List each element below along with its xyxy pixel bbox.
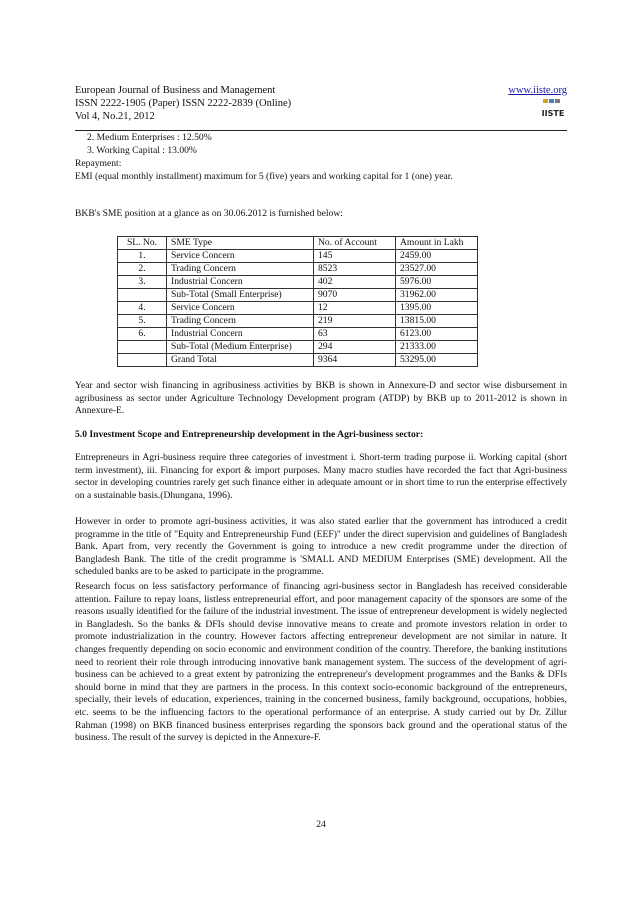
table-row: [118, 263, 478, 276]
table-cell: 4.: [118, 302, 167, 315]
iiste-logo: [541, 98, 565, 120]
body-paragraph: Entrepreneurs in Agri-business require three categories of investment i. Short-term trading purpose ii. Working capital (short term investment), iii. Financing for export & import purposes. Many macro studies have recorded the fact that Agri-business sector in developing countries rarely get such finance either in adequate amount or in short time to run the enterprise effectively on a sustainable basis.(Dhungana, 1996).: [75, 452, 567, 501]
table-cell: 219: [314, 315, 396, 328]
table-cell: 12: [314, 302, 396, 315]
table-cell: 9364: [314, 354, 396, 367]
table-intro: BKB's SME position at a glance as on 30.06.2012 is furnished below:: [75, 208, 343, 219]
table-cell: Grand Total: [167, 354, 314, 367]
table-cell: [118, 341, 167, 354]
table-row: [118, 276, 478, 289]
table-row: [118, 328, 478, 341]
table-cell: 21333.00: [396, 341, 478, 354]
table-header-row: [118, 237, 478, 250]
paper-page: [75, 84, 567, 830]
col-header-sl: SL. No.: [118, 237, 167, 250]
journal-url-link[interactable]: www.iiste.org: [508, 85, 567, 96]
table-row: [118, 289, 478, 302]
logo-lettering: IISTE: [541, 109, 565, 118]
annexure-paragraph: Year and sector wish financing in agribusiness activities by BKB is shown in Annexure-D and sector wise disbursement in agribusiness as sector under Agriculture Technology Development program (ATDP) by BKB up to 2011-2012 is shown in Annexure-E.: [75, 380, 567, 417]
table-cell: 2.: [118, 263, 167, 276]
rate-list-item: 2. Medium Enterprises : 12.50%: [87, 132, 212, 143]
body-paragraph: However in order to promote agri-business activities, it was also stated earlier that the government has introduced a credit programme in the title of "Equity and Entrepreneurship Fund (EEF)" under the direct supervision and guidelines of Bangladesh Bank. Apart from, very recently the Government is going to introduce a new credit programme under the direction of Bangladesh Bank. The title of the credit programme is 'SMALL AND MEDIUM Enterprises (SME) development. All the scheduled banks are to be asked to participate in the programme.: [75, 516, 567, 578]
journal-issn: ISSN 2222-1905 (Paper) ISSN 2222-2839 (Online): [75, 98, 292, 109]
section-heading: 5.0 Investment Scope and Entrepreneurship development in the Agri-business sector:: [75, 429, 424, 440]
table-cell: 8523: [314, 263, 396, 276]
table-row: [118, 315, 478, 328]
table-row: [118, 341, 478, 354]
table-cell: 31962.00: [396, 289, 478, 302]
col-header-amount: Amount in Lakh: [396, 237, 478, 250]
table-cell: [118, 354, 167, 367]
repayment-text: EMI (equal monthly installment) maximum for 5 (five) years and working capital for 1 (one) year.: [75, 171, 453, 182]
table-cell: 1.: [118, 250, 167, 263]
table-row: [118, 354, 478, 367]
table-cell: 13815.00: [396, 315, 478, 328]
table-cell: 23527.00: [396, 263, 478, 276]
table-cell: 63: [314, 328, 396, 341]
table-cell: 6.: [118, 328, 167, 341]
journal-title: European Journal of Business and Management: [75, 85, 276, 96]
repayment-label: Repayment:: [75, 158, 122, 169]
table-cell: Industrial Concern: [167, 328, 314, 341]
table-cell: Service Concern: [167, 302, 314, 315]
col-header-type: SME Type: [167, 237, 314, 250]
sme-position-table: [117, 236, 478, 367]
table-cell: 5976.00: [396, 276, 478, 289]
page-number: 24: [316, 819, 326, 830]
table-cell: Industrial Concern: [167, 276, 314, 289]
journal-header: [75, 84, 567, 123]
table-cell: Trading Concern: [167, 263, 314, 276]
table-cell: 2459.00: [396, 250, 478, 263]
table-cell: Sub-Total (Small Enterprise): [167, 289, 314, 302]
table-cell: 9070: [314, 289, 396, 302]
table-cell: 5.: [118, 315, 167, 328]
table-cell: 294: [314, 341, 396, 354]
table-cell: 145: [314, 250, 396, 263]
col-header-accounts: No. of Account: [314, 237, 396, 250]
table-cell: Service Concern: [167, 250, 314, 263]
table-cell: 53295.00: [396, 354, 478, 367]
table-cell: [118, 289, 167, 302]
table-cell: 402: [314, 276, 396, 289]
rate-list-item: 3. Working Capital : 13.00%: [87, 145, 197, 156]
table-row: [118, 250, 478, 263]
table-cell: Trading Concern: [167, 315, 314, 328]
table-cell: 1395.00: [396, 302, 478, 315]
body-paragraph: Research focus on less satisfactory performance of financing agri-business sector in Bangladesh has received considerable attention. Failure to repay loans, listless entrepreneurial effort, and poor management capacity of the sponsors are some of the reasons usually identified for the failure of the industrial investment. The issue of entrepreneur development is widely neglected in Bangladesh. So the banks & DFIs should devise innovative means to create and promote investors relation in order to promote industrialization in the country. However factors affecting entrepreneur development are not similar in nature. It changes frequently depending on socio economic and environment condition of the country. Therefore, the banking institutions need to reorient their role through introducing innovative bank management system. The success of the development of agri-business can be achieved to a great extent by patronizing the entrepreneur's development programmes and the Banks & DFIs should borne in mind that they are partners in the process. In this context socio-economic background of the entrepreneurs, specially, their levels of education, experiences, training in the concerned business, family background, occupations, hobbies, etc. seems to be the influencing factors to the operational performance of an enterprise. A study carried out by Dr. Zillur Rahman (1998) on BKB financed business enterprises regarding the sponsors back ground and the operational status of the business. The result of the survey is depicted in the Annexure-F.: [75, 581, 567, 744]
table-cell: 3.: [118, 276, 167, 289]
journal-volume: Vol 4, No.21, 2012: [75, 111, 155, 122]
table-cell: 6123.00: [396, 328, 478, 341]
table-cell: Sub-Total (Medium Enterprise): [167, 341, 314, 354]
header-divider: [75, 130, 567, 131]
table-row: [118, 302, 478, 315]
